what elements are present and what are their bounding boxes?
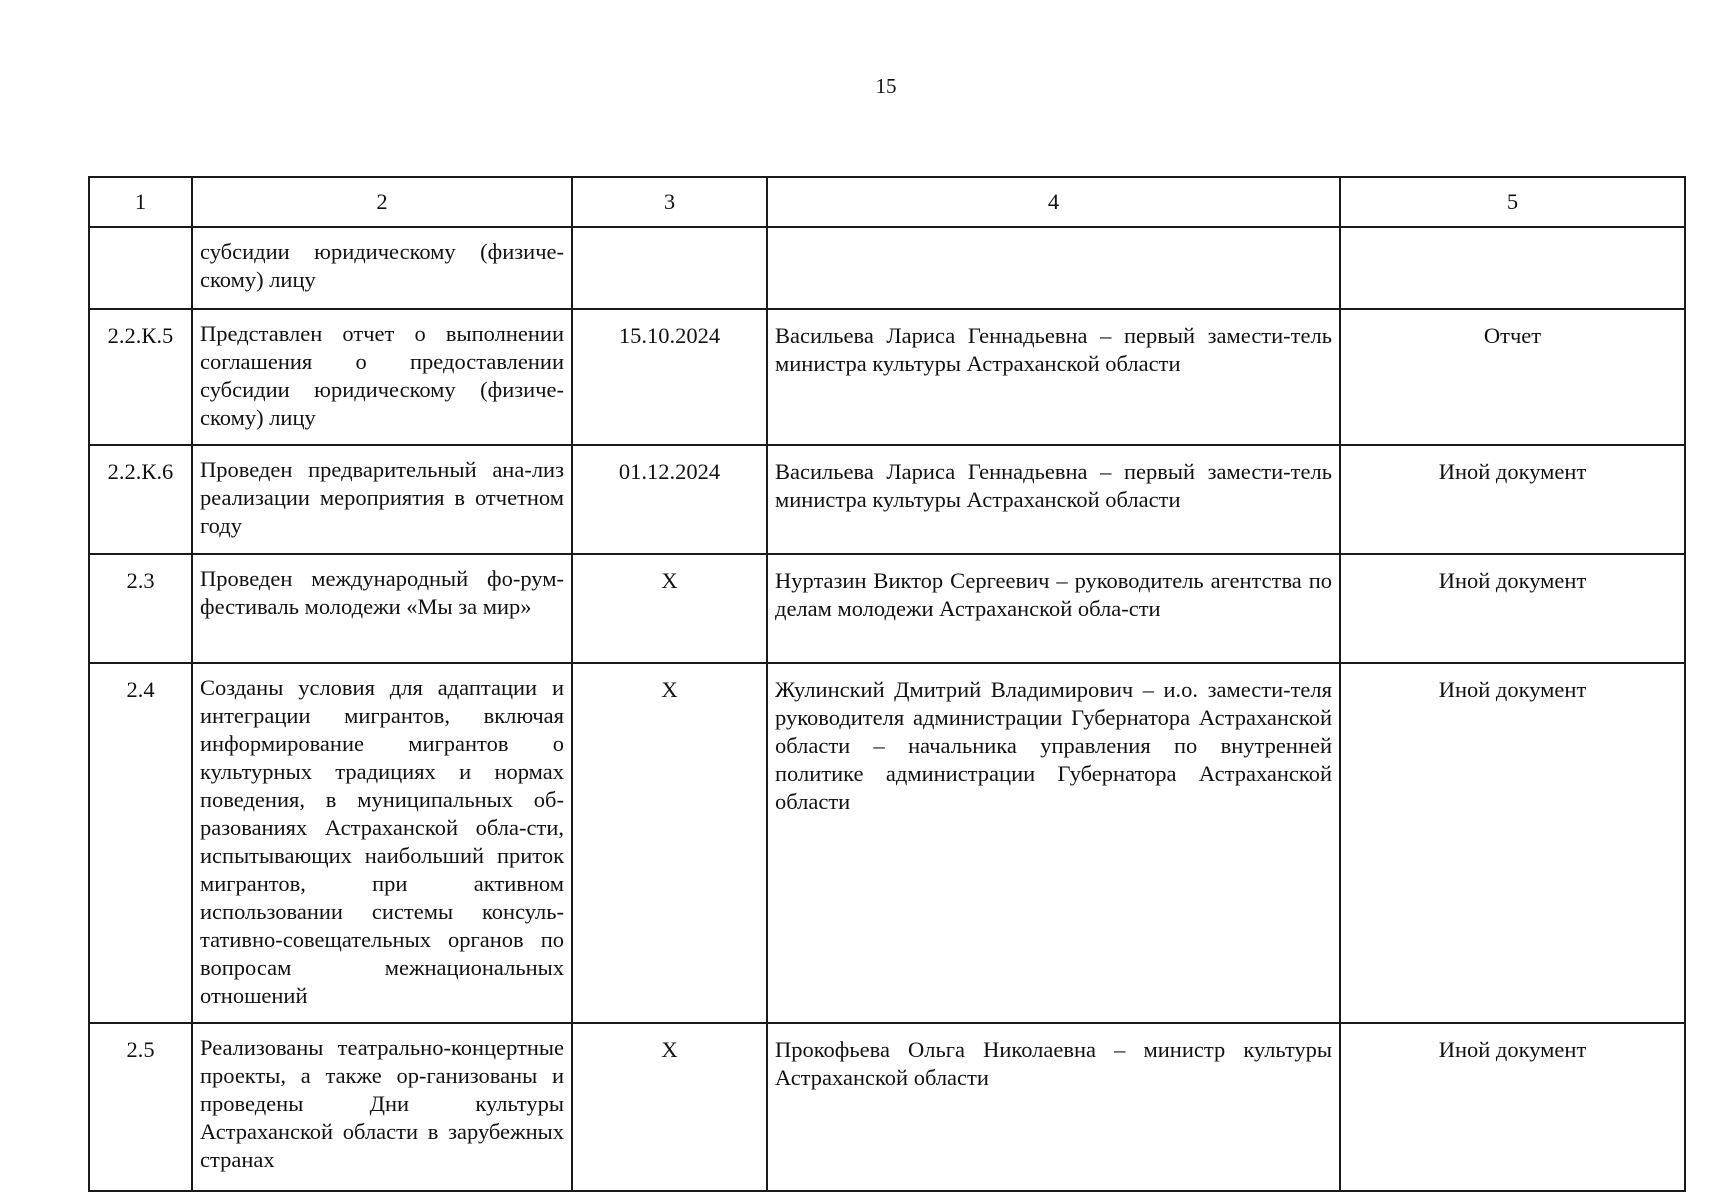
- header-row: [89, 177, 1685, 227]
- date-cell: X: [572, 663, 767, 1023]
- column-header-5: 5: [1340, 177, 1685, 227]
- table-row: [89, 227, 1685, 309]
- date-cell: 15.10.2024: [572, 309, 767, 445]
- date-cell: X: [572, 554, 767, 663]
- result-cell: Представлен отчет о выполнении соглашения о предоставлении субсидии юридическому (физиче-скому) лицу: [192, 309, 572, 445]
- result-cell: Проведен международный фо-рум-фестиваль молодежи «Мы за мир»: [192, 554, 572, 663]
- document-type-cell: Иной документ: [1340, 445, 1685, 554]
- table-row: [89, 554, 1685, 663]
- responsible-cell: Жулинский Дмитрий Владимирович – и.о. замести-теля руководителя администрации Губернатора Астраханской области – начальника управления по внутренней политике администрации Губернатора Астраханской области: [767, 663, 1340, 1023]
- table-row: [89, 663, 1685, 1023]
- row-number-cell: [89, 227, 192, 309]
- row-number-cell: 2.3: [89, 554, 192, 663]
- document-type-cell: Иной документ: [1340, 1023, 1685, 1191]
- plan-table: [88, 176, 1686, 1192]
- document-type-cell: [1340, 227, 1685, 309]
- date-cell: 01.12.2024: [572, 445, 767, 554]
- column-header-4: 4: [767, 177, 1340, 227]
- table-row: [89, 309, 1685, 445]
- row-number-cell: 2.2.К.6: [89, 445, 192, 554]
- result-cell: Реализованы театрально-концертные проекты, а также ор-ганизованы и проведены Дни культуры Астраханской области в зарубежных странах: [192, 1023, 572, 1191]
- result-cell: субсидии юридическому (физиче-скому) лицу: [192, 227, 572, 309]
- responsible-cell: Васильева Лариса Геннадьевна – первый замести-тель министра культуры Астраханской области: [767, 309, 1340, 445]
- document-type-cell: Отчет: [1340, 309, 1685, 445]
- result-cell: Проведен предварительный ана-лиз реализации мероприятия в отчетном году: [192, 445, 572, 554]
- table-row: [89, 445, 1685, 554]
- row-number-cell: 2.2.К.5: [89, 309, 192, 445]
- responsible-cell: Прокофьева Ольга Николаевна – министр культуры Астраханской области: [767, 1023, 1340, 1191]
- responsible-cell: [767, 227, 1340, 309]
- date-cell: X: [572, 1023, 767, 1191]
- page-number: 15: [875, 74, 897, 98]
- document-type-cell: Иной документ: [1340, 663, 1685, 1023]
- row-number-cell: 2.5: [89, 1023, 192, 1191]
- column-header-2: 2: [192, 177, 572, 227]
- column-header-1: 1: [89, 177, 192, 227]
- table-row: [89, 1023, 1685, 1191]
- responsible-cell: Васильева Лариса Геннадьевна – первый замести-тель министра культуры Астраханской области: [767, 445, 1340, 554]
- document-type-cell: Иной документ: [1340, 554, 1685, 663]
- column-header-3: 3: [572, 177, 767, 227]
- result-cell: Созданы условия для адаптации и интеграции мигрантов, включая информирование мигрантов о культурных традициях и нормах поведения, в муниципальных об-разованиях Астраханской обла-сти, испытывающих наибольший приток мигрантов, при активном использовании системы консуль-тативно-совещательных органов по вопросам межнациональных отношений: [192, 663, 572, 1023]
- date-cell: [572, 227, 767, 309]
- row-number-cell: 2.4: [89, 663, 192, 1023]
- responsible-cell: Нуртазин Виктор Сергеевич – руководитель агентства по делам молодежи Астраханской обла-сти: [767, 554, 1340, 663]
